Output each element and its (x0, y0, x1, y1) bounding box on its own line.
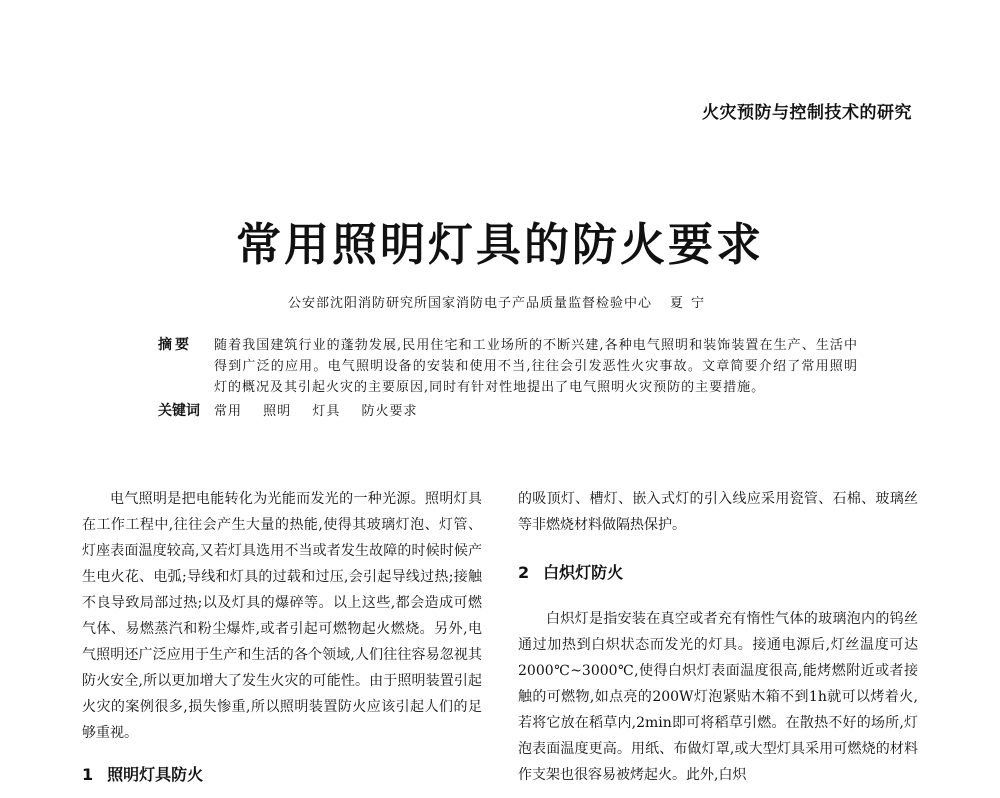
section-heading-2 (518, 560, 918, 586)
keywords-row (158, 401, 858, 422)
body-paragraph: 白炽灯是指安装在真空或者充有惰性气体的玻璃泡内的钨丝通过加热到白炽状态而发光的灯具。接通电源后,灯丝温度可达2000℃~3000℃,使得白炽灯表面温度很高,能烤燃附近或者接触的可燃物,如点亮的200W灯泡紧贴木箱不到1h就可以烤着火,若将它放在稻草内,2min即可将稻草引燃。在散热不好的场所,灯泡表面温度更高。用纸、布做灯罩,或大型灯具采用可燃烧的材料作支架也很容易被烤起火。此外,白炽 (518, 611, 918, 783)
section-title: 照明灯具防火 (107, 765, 204, 784)
body-paragraph-continued: 的吸顶灯、槽灯、嵌入式灯的引入线应采用瓷管、石棉、玻璃丝等非燃烧材料做隔热保护。 (518, 491, 918, 533)
abstract-block (158, 335, 858, 422)
author-line (0, 292, 1000, 311)
keyword: 常用 (214, 404, 243, 419)
keyword: 防火要求 (361, 404, 418, 419)
section-number: 2 (518, 563, 530, 582)
right-column (518, 486, 918, 788)
article-title: 常用照明灯具的防火要求 (235, 218, 764, 271)
abstract-text: 随着我国建筑行业的蓬勃发展,民用住宅和工业场所的不断兴建,各种电气照明和装饰装置在生产、生活中得到广泛的应用。电气照明设备的安装和使用不当,往往会引发恶性火灾事故。文章简要介绍了常用照明灯的概况及其引起火灾的主要原因,同时有针对性地提出了电气照明火灾预防的主要措施。 (214, 338, 858, 395)
abstract-row (158, 335, 858, 398)
section-title: 白炽灯防火 (543, 563, 624, 582)
section-heading-1 (82, 762, 482, 788)
affiliation: 公安部沈阳消防研究所国家消防电子产品质量监督检验中心 (287, 296, 652, 311)
body-paragraph: 电气照明是把电能转化为光能而发光的一种光源。照明灯具在工作工程中,往往会产生大量的热能,使得其玻璃灯泡、灯管、灯座表面温度较高,又若灯具选用不当或者发生故障的时候时候产生电火花、电弧;导线和灯具的过载和过压,会引起导线过热;接触不良导致局部过热;以及灯具的爆碎等。以上这些,都会造成可燃气体、易燃蒸汽和粉尘爆炸,或者引起可燃物起火燃烧。另外,电气照明还广泛应用于生产和生活的各个领域,人们往往容易忽视其防火安全,所以更加增大了发生火灾的可能性。由于照明装置引起火灾的案例很多,损失惨重,所以照明装置防火应该引起人们的足够重视。 (82, 491, 482, 741)
left-column (82, 486, 482, 798)
keywords-list (214, 401, 858, 422)
abstract-label: 摘要 (158, 337, 192, 353)
author-name: 夏宁 (670, 296, 713, 311)
keyword: 灯具 (312, 404, 341, 419)
keywords-label: 关键词 (158, 403, 200, 419)
keyword: 照明 (263, 404, 292, 419)
running-head: 火灾预防与控制技术的研究 (702, 103, 912, 123)
section-number: 1 (82, 765, 94, 784)
